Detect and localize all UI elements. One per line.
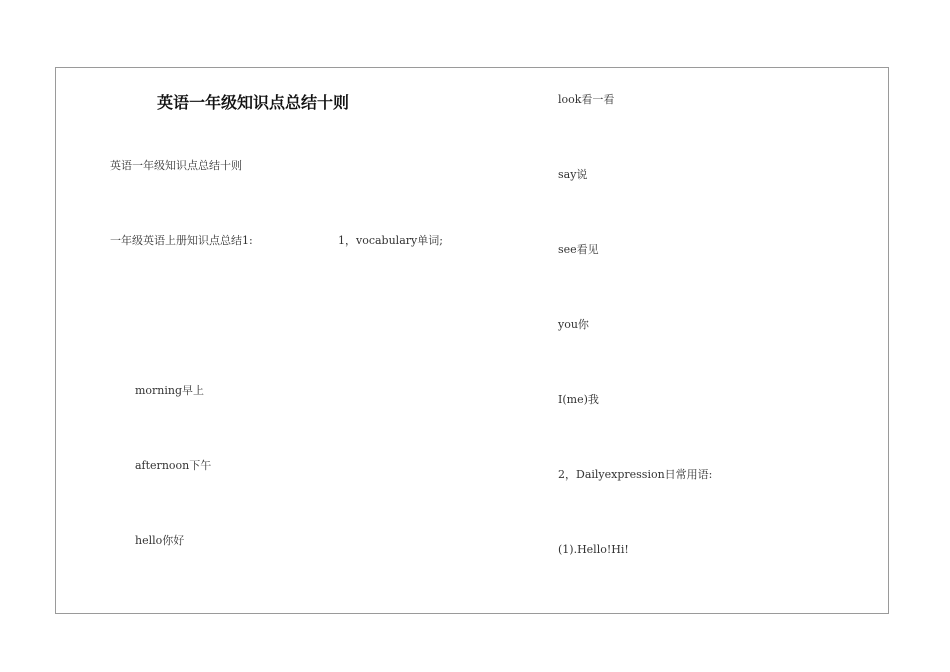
vocab-item-look: look看一看	[558, 93, 615, 106]
document-subtitle: 英语一年级知识点总结十则	[110, 159, 242, 172]
vocab-item-see: see看见	[558, 243, 599, 256]
daily-expression-heading: 2，Dailyexpression日常用语:	[558, 468, 713, 481]
vocab-item-you: you你	[558, 318, 589, 331]
vocabulary-heading: 1，vocabulary单词;	[338, 234, 443, 247]
section-heading: 一年级英语上册知识点总结1:	[110, 234, 253, 247]
page-frame	[55, 67, 889, 614]
vocab-item-i-me: I(me)我	[558, 393, 599, 406]
daily-expression-item: (1).Hello!Hi!	[558, 543, 629, 556]
vocab-item-say: say说	[558, 168, 588, 181]
vocab-item-morning: morning早上	[135, 384, 205, 397]
vocab-item-hello: hello你好	[135, 534, 185, 547]
vocab-item-afternoon: afternoon下午	[135, 459, 212, 472]
document-title: 英语一年级知识点总结十则	[157, 93, 350, 112]
